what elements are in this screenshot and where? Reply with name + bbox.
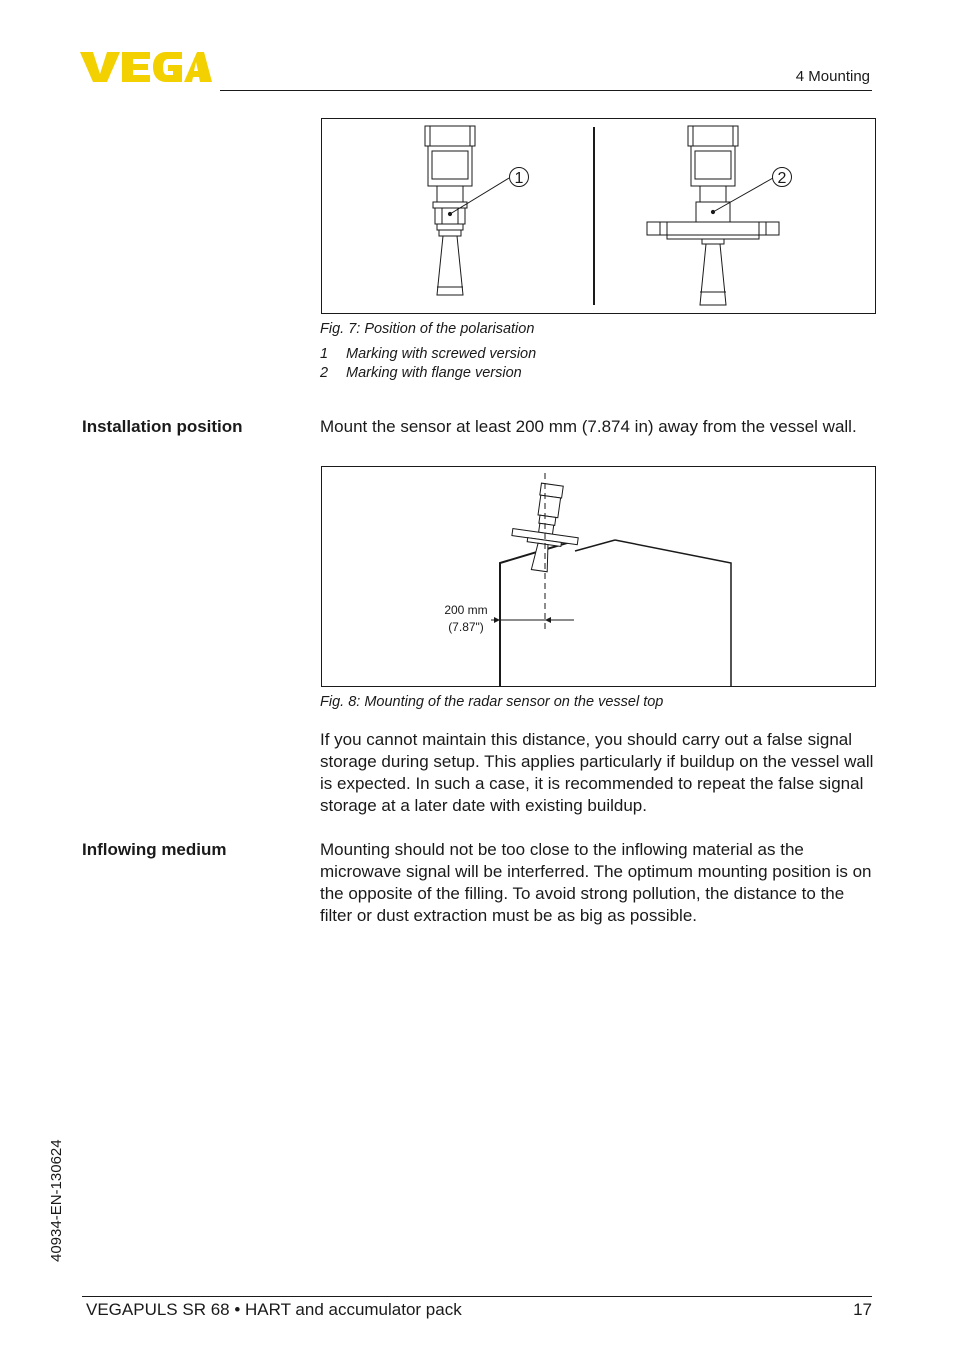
heading-inflowing-medium: Inflowing medium bbox=[82, 840, 227, 859]
footer-divider bbox=[82, 1296, 872, 1297]
footer-title: VEGAPULS SR 68 • HART and accumulator pack bbox=[86, 1300, 462, 1319]
false-signal-text: If you cannot maintain this distance, you should carry out a false signal storage during setup. This applies particularly if buildup on the vessel wall is expected. In such a case, it is recommended to repeat the false signal storage at a later date with existing buildup. bbox=[320, 730, 874, 815]
installation-position-text: Mount the sensor at least 200 mm (7.874 in) away from the vessel wall. bbox=[320, 417, 857, 436]
figure-7-caption: Fig. 7: Position of the polarisation bbox=[320, 321, 535, 337]
figure-7-legend-item bbox=[320, 365, 522, 381]
figure-polarisation bbox=[321, 118, 876, 314]
header-divider bbox=[220, 90, 872, 91]
vega-logo bbox=[80, 50, 212, 84]
legend-number: 2 bbox=[320, 365, 329, 381]
callout-1: 1 bbox=[514, 170, 524, 187]
document-id: 40934-EN-130624 bbox=[48, 1139, 65, 1262]
screwed-sensor-drawing bbox=[425, 126, 529, 295]
page-number: 17 bbox=[853, 1300, 872, 1319]
legend-text: Marking with screwed version bbox=[346, 346, 537, 362]
figure-8-caption: Fig. 8: Mounting of the radar sensor on the vessel top bbox=[320, 694, 664, 710]
legend-number: 1 bbox=[320, 346, 329, 362]
flange-sensor-drawing bbox=[647, 126, 792, 305]
figure-7-legend-item bbox=[320, 346, 536, 362]
tilted-sensor-drawing bbox=[508, 480, 585, 575]
legend-text: Marking with flange version bbox=[346, 365, 522, 381]
callout-2: 2 bbox=[777, 170, 787, 187]
dimension-mm: 200 mm bbox=[444, 603, 488, 617]
heading-installation-position: Installation position bbox=[82, 417, 243, 436]
dimension-inch: (7.87") bbox=[448, 620, 484, 634]
inflowing-medium-text: Mounting should not be too close to the inflowing material as the microwave signal will be interferred. The optimum mounting position is on the opposite of the filling. To avoid strong pollution, the distance to the filter or dust extraction must be as big as possible. bbox=[320, 840, 872, 925]
section-label: 4 Mounting bbox=[795, 68, 870, 85]
figure-vessel-mounting bbox=[321, 466, 876, 687]
